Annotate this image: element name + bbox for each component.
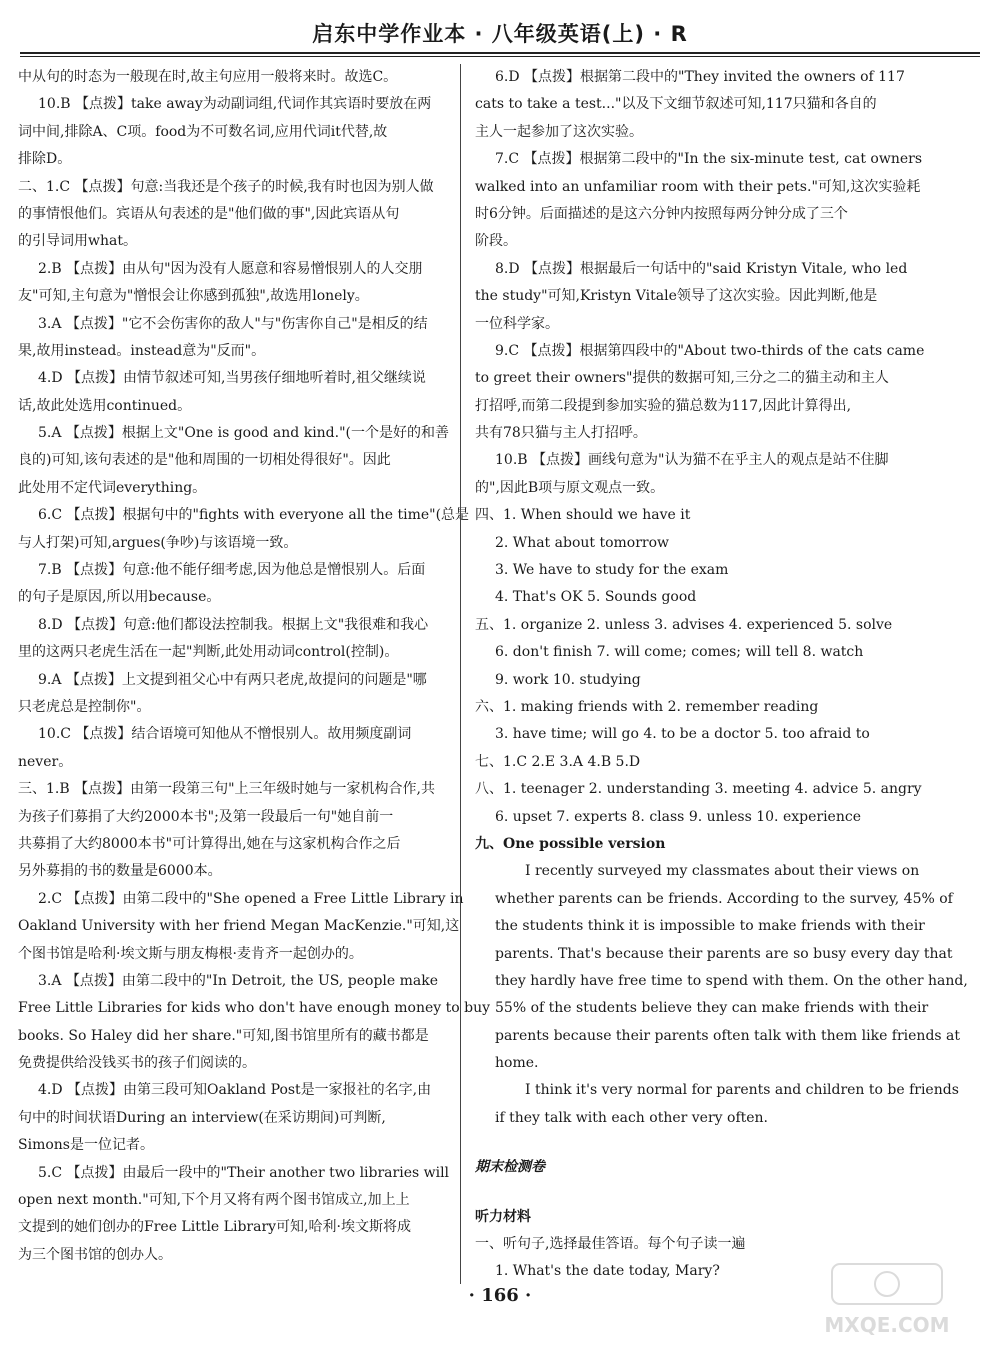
essay-line: home. [495, 1055, 539, 1072]
text-line: 10.B 【点拨】take away为动副词组,代词作其宾语时要放在两 [38, 96, 432, 113]
text-line: 里的这两只老虎生活在一起"判断,此处用动词control(控制)。 [18, 644, 399, 661]
section-heading-listening: 听力材料 [475, 1208, 531, 1225]
essay-line: 55% of the students believe they can make friends with their [495, 1000, 929, 1017]
text-line: Oakland University with her friend Megan MacKenzie."可知,这 [18, 918, 460, 935]
text-line: 1. What's the date today, Mary? [495, 1263, 720, 1280]
text-line: 文提到的她们创办的Free Little Library可知,哈利·埃文斯将成 [18, 1219, 411, 1236]
text-line: 六、1. making friends with 2. remember reading [475, 698, 819, 715]
text-line: 8.D 【点拨】句意:他们都设法控制我。根据上文"我很难和我心 [38, 616, 429, 633]
text-line: 3. We have to study for the exam [495, 562, 729, 579]
essay-line: parents because their parents often talk with them like friends at [495, 1027, 961, 1044]
essay-line: if they talk with each other very often. [495, 1109, 769, 1126]
text-line: 9.C 【点拨】根据第四段中的"About two-thirds of the cats came [495, 342, 925, 359]
text-line: 8.D 【点拨】根据最后一句话中的"said Kristyn Vitale, who led [495, 260, 908, 277]
text-line: 中从句的时态为一般现在时,故主句应用一般将来时。故选C。 [18, 69, 398, 85]
text-line: 另外募捐的书的数量是6000本。 [18, 863, 222, 880]
text-line: 6. don't finish 7. will come; comes; will tell 8. watch [495, 644, 864, 661]
spacer [475, 1132, 905, 1154]
text-line: 友"可知,主句意为"憎恨会让你感到孤独",故选用lonely。 [18, 288, 369, 305]
text-line: 3. have time; will go 4. to be a doctor 5. too afraid to [495, 726, 870, 743]
text-line: 的事情恨他们。宾语从句表述的是"他们做的事",因此宾语从句 [18, 205, 400, 222]
text-line: 的引导词用what。 [18, 233, 137, 250]
header-title: 启东中学作业本 · 八年级英语(上) · R [312, 22, 688, 46]
text-line: 句中的时间状语During an interview(在采访期间)可判断, [18, 1109, 386, 1126]
text-line: 二、1.C 【点拨】句意:当我还是个孩子的时候,我有时也因为别人做 [18, 178, 434, 195]
essay-line: the students think it is impossible to make friends with their [495, 918, 925, 935]
text-line: 2.B 【点拨】由从句"因为没有人愿意和容易憎恨别人的人交朋 [38, 260, 423, 277]
text-line: 只老虎总是控制你"。 [18, 698, 151, 715]
text-line: 4. That's OK 5. Sounds good [495, 589, 697, 606]
text-line: cats to take a test..."以及下文细节叙述可知,117只猫和各自的 [475, 96, 877, 113]
text-line: 词中间,排除A、C项。food为不可数名词,应用代词it代替,故 [18, 123, 388, 140]
text-line: 五、1. organize 2. unless 3. advises 4. experienced 5. solve [475, 616, 893, 633]
text-line: 10.B 【点拨】画线句意为"认为猫不在乎主人的观点是站不住脚 [495, 452, 889, 469]
text-line: 三、1.B 【点拨】由第一段第三句"上三年级时她与一家机构合作,共 [18, 781, 435, 798]
text-line: 一位科学家。 [475, 315, 559, 332]
text-line: 7.C 【点拨】根据第二段中的"In the six-minute test, cat owners [495, 151, 922, 168]
text-line: 的句子是原因,所以用because。 [18, 589, 221, 606]
essay-line: whether parents can be friends. According to the survey, 45% of [495, 890, 953, 907]
text-line: 6.D 【点拨】根据第二段中的"They invited the owners of 117 [495, 69, 905, 85]
text-line: 5.A 【点拨】根据上文"One is good and kind."(一个是好的和善 [38, 425, 449, 442]
text-line: 一、听句子,选择最佳答语。每个句子读一遍 [475, 1236, 746, 1253]
text-line: 2.C 【点拨】由第二段中的"She opened a Free Little Library in [38, 890, 464, 907]
text-line: Free Little Libraries for kids who don't have enough money to buy [18, 1000, 490, 1017]
watermark-text: MXQE.COM [824, 1313, 950, 1337]
text-line: 3.A 【点拨】"它不会伤害你的敌人"与"伤害你自己"是相反的结 [38, 315, 428, 332]
text-line: 共募捐了大约8000本书"可计算得出,她在与这家机构合作之后 [18, 835, 401, 852]
section-title: 九、One possible version [475, 835, 666, 852]
text-line: 的",因此B项与原文观点一致。 [475, 479, 665, 496]
header-rule [20, 52, 980, 54]
text-line: 良的)可知,该句表述的是"他和周围的一切相处得很好"。因此 [18, 452, 391, 469]
text-line: never。 [18, 753, 73, 770]
text-line: 免费提供给没钱买书的孩子们阅读的。 [18, 1055, 256, 1072]
text-line: 此处用不定代词everything。 [18, 479, 207, 496]
text-line: 八、1. teenager 2. understanding 3. meeting 4. advice 5. angry [475, 781, 922, 798]
text-line: to greet their owners"提供的数据可知,三分之二的猫主动和主人 [475, 370, 889, 387]
text-line: 为三个图书馆的创办人。 [18, 1246, 172, 1263]
text-line: 共有78只猫与主人打招呼。 [475, 425, 647, 442]
text-line: 七、1.C 2.E 3.A 4.B 5.D [475, 753, 641, 770]
text-line: 排除D。 [18, 151, 72, 168]
right-column [475, 64, 968, 1286]
essay-line: they hardly have free time to spend with them. On the other hand, [495, 972, 968, 989]
text-line: 果,故用instead。instead意为"反而"。 [18, 342, 266, 359]
text-line: 个图书馆是哈利·埃文斯与朋友梅根·麦肯齐一起创办的。 [18, 945, 363, 962]
text-line: 为孩子们募捐了大约2000本书";及第一段最后一句"她自前一 [18, 808, 394, 825]
page-number: · 166 · [468, 1285, 532, 1306]
text-line: 9. work 10. studying [495, 671, 641, 688]
text-line: 2. What about tomorrow [495, 534, 670, 551]
text-line: the study"可知,Kristyn Vitale领导了这次实验。因此判断,他是 [475, 288, 878, 305]
text-line: open next month."可知,下个月又将有两个图书馆成立,加上上 [18, 1192, 410, 1209]
text-line: 话,故此处选用continued。 [18, 397, 192, 414]
text-line: 10.C 【点拨】结合语境可知他从不憎恨别人。故用频度副词 [38, 726, 412, 743]
text-line: 7.B 【点拨】句意:他不能仔细考虑,因为他总是憎恨别人。后面 [38, 562, 426, 579]
text-line: 时6分钟。后面描述的是这六分钟内按照每两分钟分成了三个 [475, 205, 848, 222]
left-column [18, 64, 490, 1269]
section-heading-final-exam: 期末检测卷 [475, 1159, 545, 1176]
header-rule-thin [20, 56, 980, 57]
text-line: 四、1. When should we have it [475, 507, 691, 524]
text-line: books. So Haley did her share."可知,图书馆里所有的藏书都是 [18, 1027, 429, 1044]
text-line: 5.C 【点拨】由最后一段中的"Their another two libraries will [38, 1164, 450, 1181]
essay-line: I think it's very normal for parents and children to be friends [525, 1082, 959, 1099]
spacer [475, 1182, 905, 1204]
text-line: 阶段。 [475, 233, 517, 250]
text-line: 与人打架)可知,argues(争吵)与该语境一致。 [18, 534, 298, 551]
text-line: walked into an unfamiliar room with their pets."可知,这次实验耗 [475, 178, 921, 195]
text-line: 6.C 【点拨】根据句中的"fights with everyone all the time"(总是 [38, 507, 470, 524]
watermark-logo [792, 1260, 982, 1340]
text-line: Simons是一位记者。 [18, 1137, 154, 1154]
text-line: 主人一起参加了这次实验。 [475, 123, 643, 140]
essay-line: parents. That's because their parents are so busy every day that [495, 945, 953, 962]
text-line: 3.A 【点拨】由第二段中的"In Detroit, the US, people make [38, 972, 439, 989]
column-divider [460, 64, 461, 1284]
text-line: 打招呼,而第二段提到参加实验的猫总数为117,因此计算得出, [475, 397, 852, 414]
text-line: 6. upset 7. experts 8. class 9. unless 10. experience [495, 808, 861, 825]
essay-line: I recently surveyed my classmates about their views on [525, 863, 920, 880]
text-line: 9.A 【点拨】上文提到祖父心中有两只老虎,故提问的问题是"哪 [38, 671, 427, 688]
page-header [0, 0, 1000, 60]
text-line: 4.D 【点拨】由第三段可知Oakland Post是一家报社的名字,由 [38, 1082, 432, 1099]
text-line: 4.D 【点拨】由情节叙述可知,当男孩仔细地听着时,祖父继续说 [38, 370, 426, 387]
